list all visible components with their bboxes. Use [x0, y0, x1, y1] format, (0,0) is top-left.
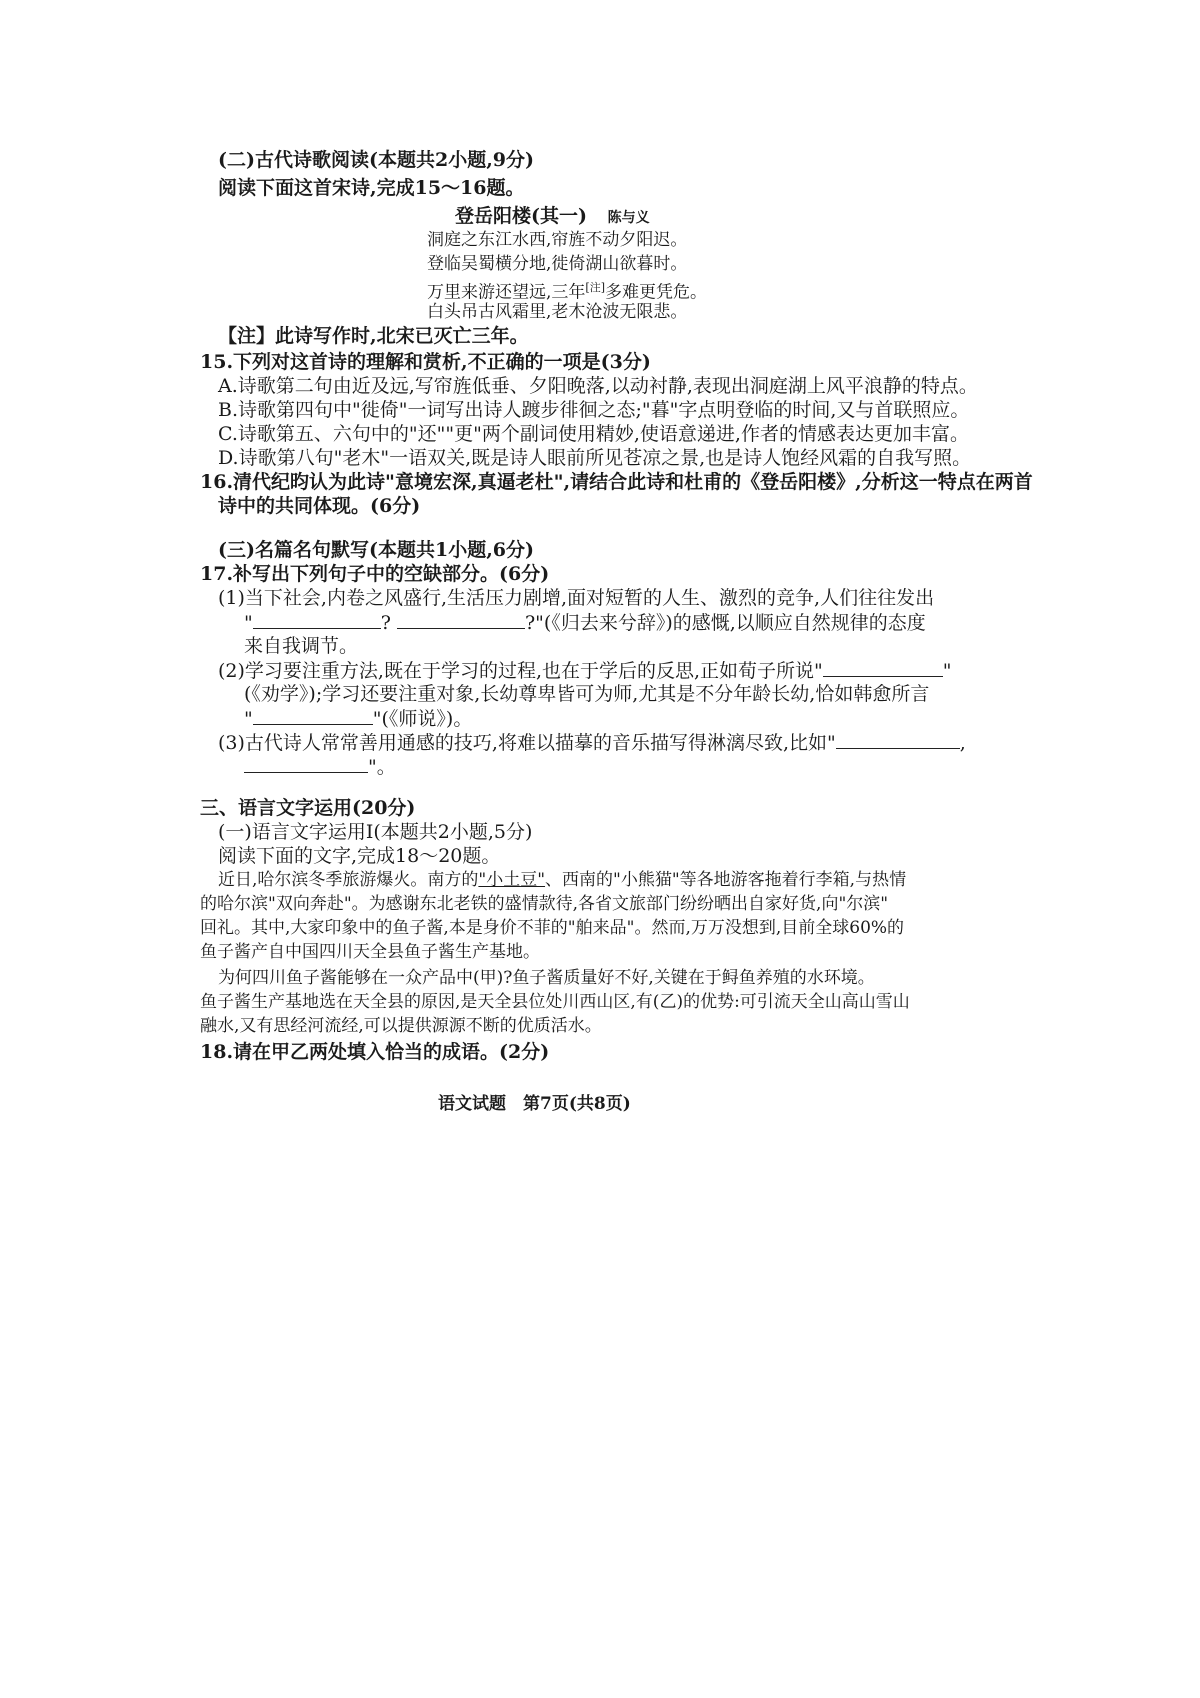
passage-line: [218, 868, 906, 892]
close-quote: ": [942, 660, 952, 682]
answer-blank[interactable]: [244, 754, 368, 773]
poem-line: 登临吴蜀横分地,徙倚湖山欲暮时。: [427, 254, 688, 274]
poem-line-part: 多难更凭危。: [605, 282, 707, 303]
passage-line: 为何四川鱼子酱能够在一众产品中(甲)?鱼子酱质量好不好,关键在于鲟鱼养殖的水环境。: [218, 968, 875, 988]
passage-text: 近日,哈尔滨冬季旅游爆火。南方的: [218, 870, 479, 890]
poem-line: 洞庭之东江水西,帘旌不动夕阳迟。: [427, 230, 688, 250]
question-15-option-c: C.诗歌第五、六句中的"还""更"两个副词使用精妙,使语意递进,作者的情感表达更加丰富。: [218, 423, 969, 445]
question-15-option-d: D.诗歌第八句"老木"一语双关,既是诗人眼前所见苍凉之景,也是诗人饱经风霜的自我写照。: [218, 447, 972, 469]
passage-instructions: 阅读下面的文字,完成18～20题。: [218, 845, 501, 867]
comma: ,: [959, 732, 966, 754]
poetry-instructions: 阅读下面这首宋诗,完成15～16题。: [218, 177, 525, 199]
question-17-part1-line: (1)当下社会,内卷之风盛行,生活压力剧增,面对短暂的人生、激烈的竞争,人们往往发出: [218, 587, 935, 609]
question-17-part2-blank-line: [244, 706, 472, 731]
answer-blank[interactable]: [253, 610, 381, 629]
open-quote: ": [244, 612, 253, 634]
poem-title: [455, 204, 650, 230]
passage-line: 的哈尔滨"双向奔赴"。为感谢东北老铁的盛情款待,各省文旅部门纷纷晒出自家好货,向"尔滨": [200, 894, 889, 914]
question-mark: ?: [380, 612, 391, 634]
source-citation: ?"(《归去来兮辞》)的感慨,以顺应自然规律的态度: [524, 612, 926, 634]
question-15-option-a: A.诗歌第二句由近及远,写帘旌低垂、夕阳晚落,以动衬静,表现出洞庭湖上风平浪静的特点。: [218, 375, 978, 397]
poem-footnote-marker: [注]: [585, 281, 605, 294]
question-17-part1-line: 来自我调节。: [244, 635, 359, 657]
poem-note: 【注】此诗写作时,北宋已灭亡三年。: [218, 325, 529, 347]
subsection-heading: (一)语言文字运用Ⅰ(本题共2小题,5分): [218, 821, 533, 843]
part-heading-language-use: 三、语言文字运用(20分): [200, 797, 416, 819]
poem-line: 白头吊古风霜里,老木沧波无限悲。: [427, 302, 688, 322]
question-15-stem: 15.下列对这首诗的理解和赏析,不正确的一项是(3分): [200, 351, 651, 373]
answer-blank[interactable]: [397, 610, 525, 629]
question-17-stem: 17.补写出下列句子中的空缺部分。(6分): [200, 563, 550, 585]
poem-title-text: 登岳阳楼(其一): [455, 205, 587, 227]
question-16-line: 16.清代纪昀认为此诗"意境宏深,真逼老杜",请结合此诗和杜甫的《登岳阳楼》,分析这一特点在两首: [200, 471, 1033, 493]
question-16-line: 诗中的共同体现。(6分): [218, 495, 421, 517]
section-heading-poetry: (二)古代诗歌阅读(本题共2小题,9分): [218, 149, 535, 171]
poem-line-part: 万里来游还望远,三年: [427, 282, 586, 303]
underlined-phrase: "小土豆": [478, 870, 546, 890]
passage-line: 鱼子酱生产基地选在天全县的原因,是天全县位处川西山区,有(乙)的优势:可引流天全山高山雪山: [200, 992, 910, 1012]
answer-blank[interactable]: [836, 730, 960, 749]
question-17-part2-text: (2)学习要注重方法,既在于学习的过程,也在于学后的反思,正如荀子所说": [218, 660, 823, 682]
question-17-part2-line: [218, 658, 952, 683]
question-18-stem: 18.请在甲乙两处填入恰当的成语。(2分): [200, 1041, 550, 1063]
passage-text: 、西南的"小熊猫"等各地游客拖着行李箱,与热情: [545, 870, 907, 890]
answer-blank[interactable]: [253, 706, 373, 725]
question-17-part3-line: [218, 730, 966, 755]
question-17-part3-text: (3)古代诗人常常善用通感的技巧,将难以描摹的音乐描写得淋漓尽致,比如": [218, 732, 836, 754]
passage-line: 鱼子酱产自中国四川天全县鱼子酱生产基地。: [200, 942, 540, 962]
source-citation: "(《师说》)。: [372, 708, 473, 730]
passage-line: 融水,又有思经河流经,可以提供源源不断的优质活水。: [200, 1016, 602, 1036]
open-quote: ": [244, 708, 253, 730]
close-quote: "。: [368, 756, 396, 778]
section-heading-recitation: (三)名篇名句默写(本题共1小题,6分): [218, 539, 535, 561]
poem-author: 陈与义: [607, 210, 650, 226]
question-17-part3-blank-line: [244, 754, 396, 779]
question-17-part2-line: (《劝学》);学习还要注重对象,长幼尊卑皆可为师,尤其是不分年龄长幼,恰如韩愈所言: [244, 683, 930, 705]
question-15-option-b: B.诗歌第四句中"徙倚"一词写出诗人踱步徘徊之态;"暮"字点明登临的时间,又与首联照应。: [218, 399, 970, 421]
passage-line: 回礼。其中,大家印象中的鱼子酱,本是身价不菲的"舶来品"。然而,万万没想到,目前全球60%的: [200, 918, 905, 938]
question-17-part1-blank-line: [244, 610, 926, 635]
page-footer: 语文试题 第7页(共8页): [438, 1094, 631, 1114]
answer-blank[interactable]: [823, 658, 943, 677]
